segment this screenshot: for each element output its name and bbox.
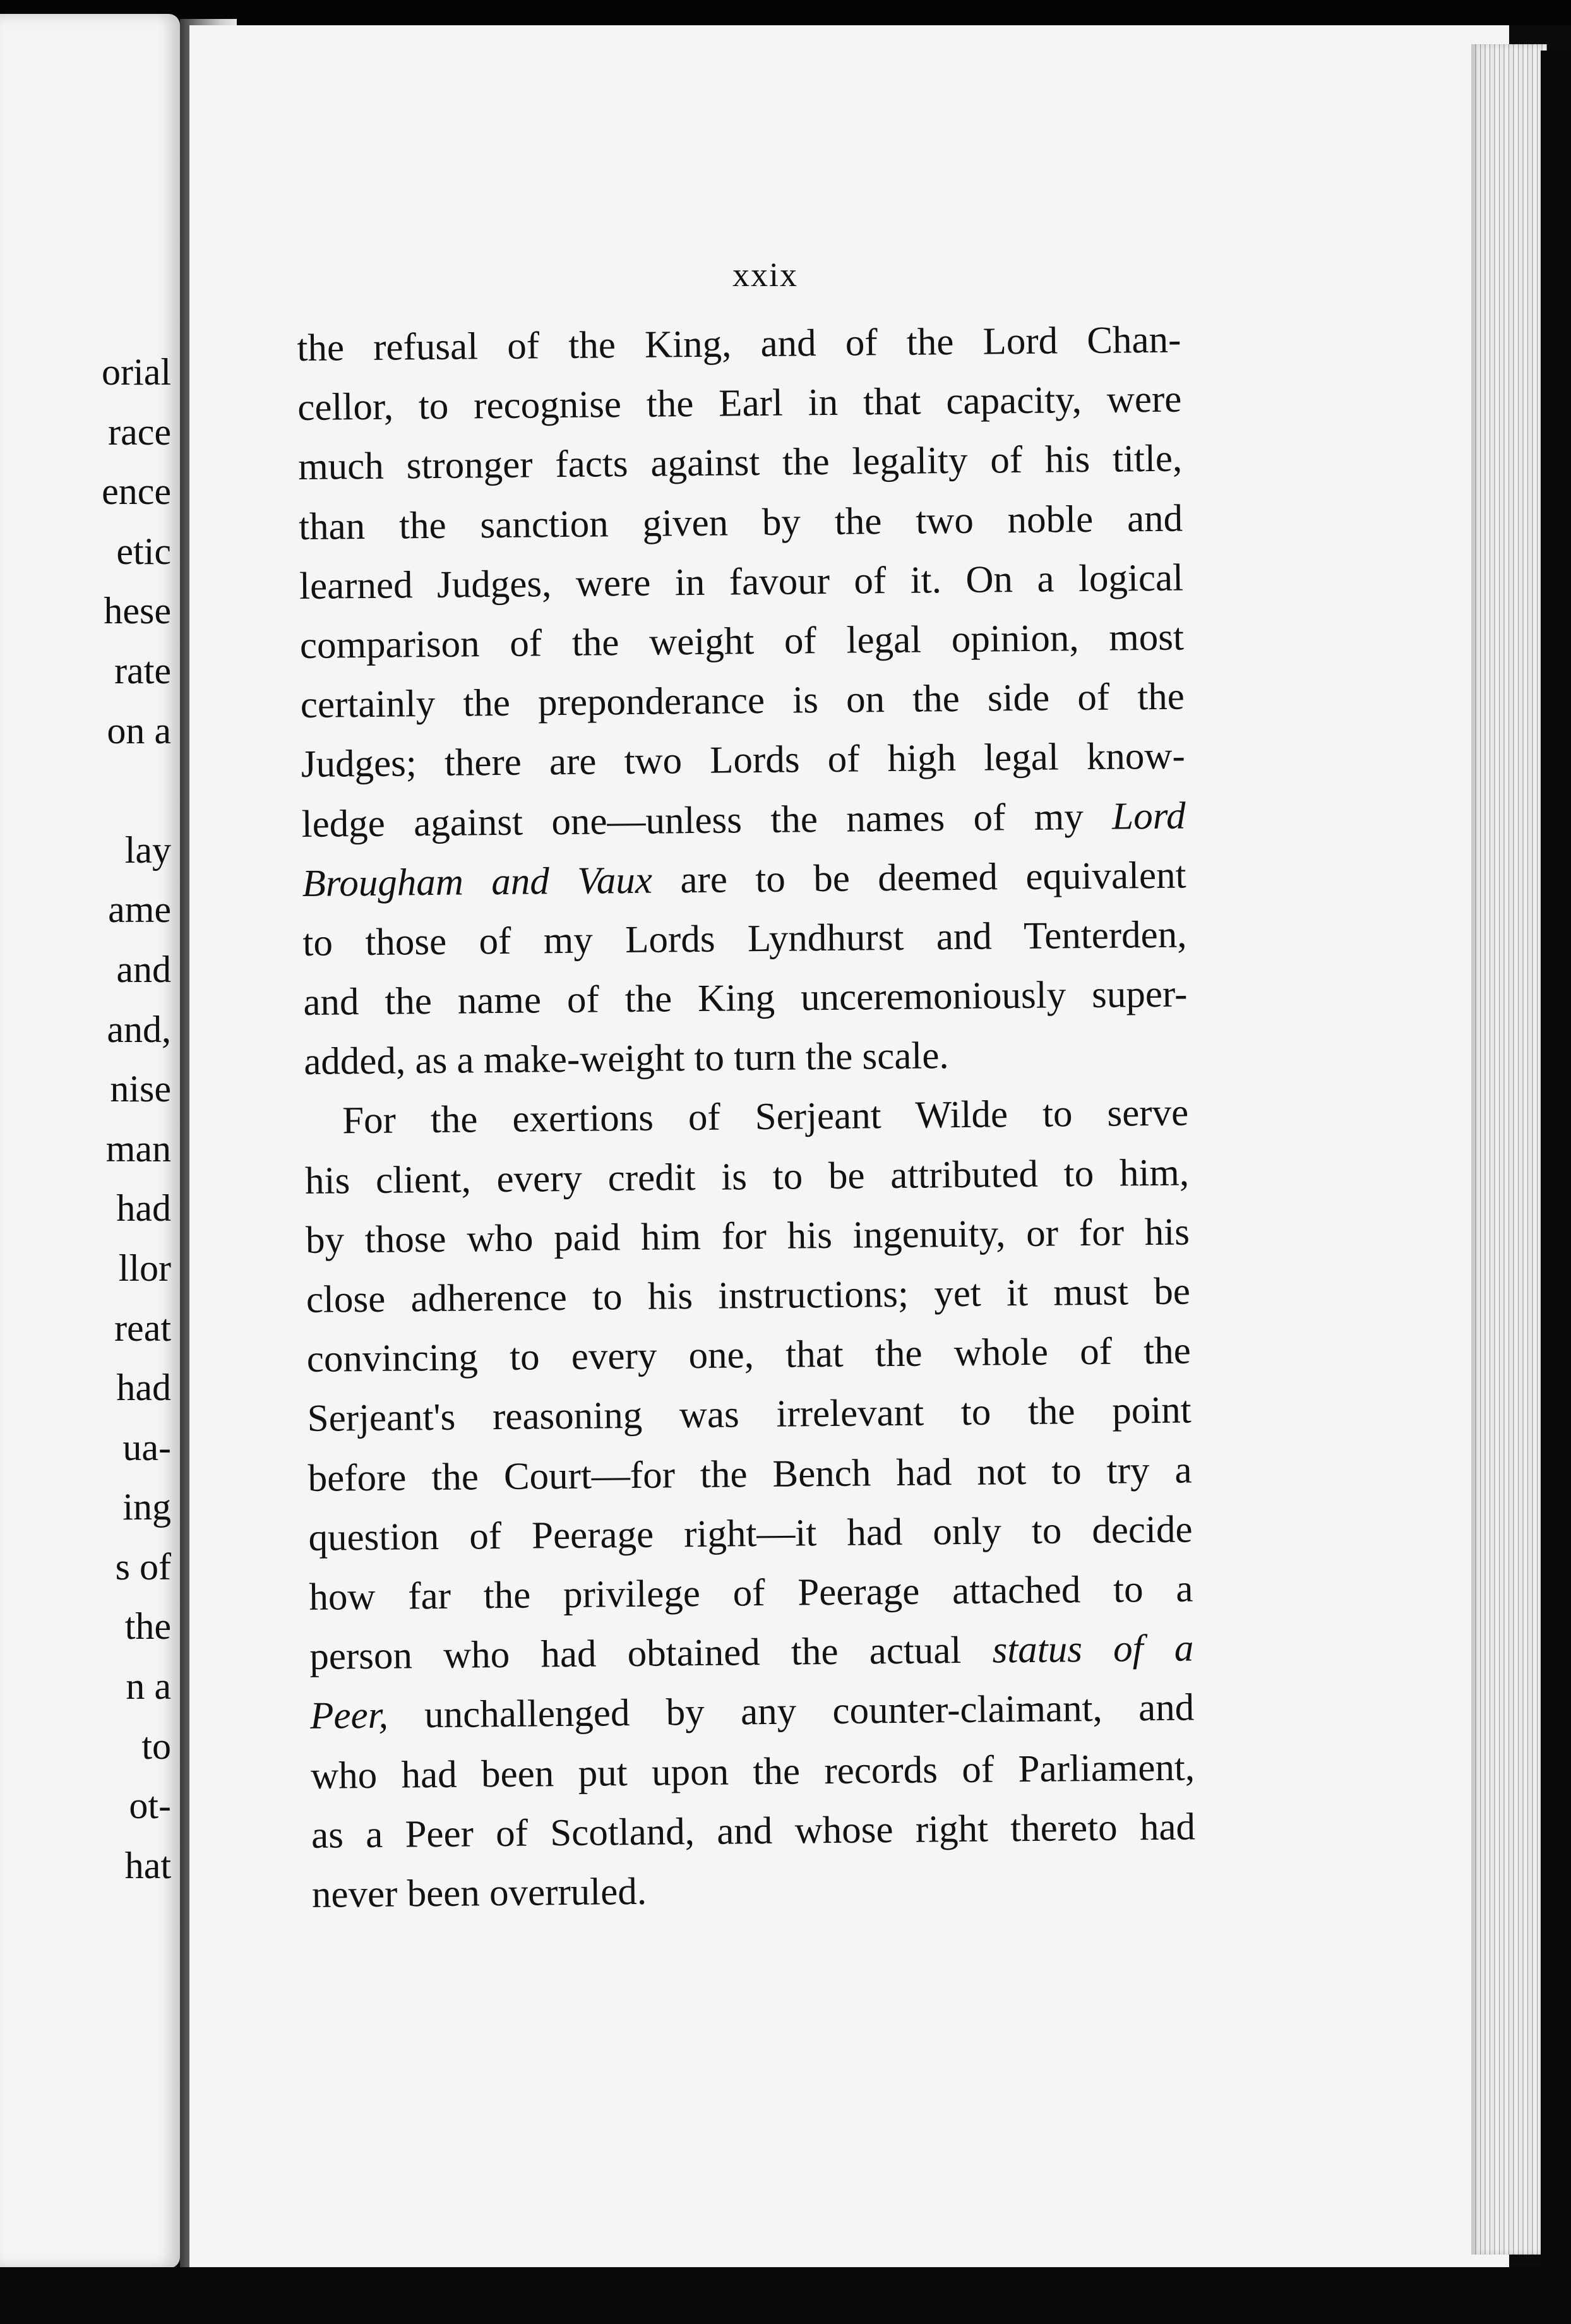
text-line: Judges; there are two Lords of high legal know- <box>301 734 1186 786</box>
facing-page-fragment: lay <box>124 829 171 871</box>
text-line: his client, every credit is to be attributed to him, <box>304 1151 1190 1202</box>
facing-page-fragment: hat <box>124 1844 171 1886</box>
facing-page-fragment: man <box>105 1127 171 1170</box>
text-run: person who had obtained the actual <box>309 1629 993 1679</box>
text-line: than the sanction given by the two noble and <box>298 497 1183 548</box>
text-line: before the Court—for the Bench had not to try a <box>308 1449 1192 1500</box>
text-line <box>302 846 1186 914</box>
facing-page-fragment: to <box>141 1725 171 1767</box>
text-line: Serjeant's reasoning was irrelevant to the point <box>307 1389 1192 1441</box>
text-line: by those who paid him for his ingenuity, or for his <box>305 1211 1190 1262</box>
body-text <box>297 311 1196 1925</box>
text-line: For the exertions of Serjeant Wilde to serve <box>342 1091 1189 1142</box>
text-line: convincing to every one, that the whole of the <box>306 1329 1192 1381</box>
scan-bottom-border <box>0 2267 1571 2324</box>
facing-page-fragment: hese <box>104 590 171 632</box>
scan-right-border <box>1541 51 1571 2324</box>
text-line: much stronger facts against the legality of his title, <box>297 437 1183 489</box>
facing-page-fragment: the <box>124 1605 171 1648</box>
text-line: as a Peer of Scotland, and whose right thereto had <box>311 1806 1196 1857</box>
text-line: the refusal of the King, and of the Lord Chan- <box>297 318 1181 369</box>
text-run: ledge against one—unless the names of my <box>301 795 1113 846</box>
italic-text: Lord <box>1111 794 1186 838</box>
text-run: unchallenged by any counter-claimant, and <box>388 1686 1195 1737</box>
page-fore-edge <box>1471 44 1547 2255</box>
text-line: question of Peerage right—it had only to decide <box>308 1508 1193 1559</box>
text-line: added, as a make-weight to turn the scale. <box>303 1034 949 1084</box>
text-line <box>310 1679 1195 1747</box>
text-line: and the name of the King unceremoniously super- <box>303 973 1188 1024</box>
facing-page-fragment: orial <box>102 351 171 393</box>
facing-page-fragment: had <box>116 1187 171 1230</box>
text-line: never been overruled. <box>311 1870 647 1916</box>
italic-text: Peer, <box>309 1694 389 1738</box>
facing-page-fragment: ot- <box>129 1785 171 1827</box>
facing-page-fragment: had <box>116 1367 171 1409</box>
text-line: close adherence to his instructions; yet it must be <box>306 1270 1191 1321</box>
facing-page-fragment: nise <box>110 1068 171 1110</box>
text-run: are to be deemed equivalent <box>652 854 1186 902</box>
facing-page-fragment: race <box>108 410 171 453</box>
facing-page-fragment: reat <box>114 1307 171 1349</box>
facing-page-fragment: n a <box>126 1665 171 1708</box>
text-line: certainly the preponderance is on the side of the <box>300 675 1185 727</box>
facing-page-fragment: on a <box>107 709 171 752</box>
facing-page-fragment: ua- <box>122 1426 171 1468</box>
facing-page-fragment: ence <box>102 470 171 513</box>
text-line: cellor, to recognise the Earl in that capacity, were <box>297 378 1182 429</box>
text-line <box>309 1619 1194 1687</box>
italic-text: Brougham and Vaux <box>302 859 653 905</box>
facing-page-left <box>0 14 180 2268</box>
text-line: to those of my Lords Lyndhurst and Tenterden, <box>302 913 1187 964</box>
facing-page-fragment <box>102 760 171 820</box>
text-line: learned Judges, were in favour of it. On a logical <box>299 556 1184 608</box>
page-number: xxix <box>732 256 799 294</box>
facing-page-text-fragments <box>102 342 171 1895</box>
italic-text: status of a <box>992 1627 1194 1672</box>
text-line: how far the privilege of Peerage attached to a <box>309 1567 1193 1619</box>
facing-page-fragment: etic <box>116 530 171 572</box>
facing-page-fragment: ame <box>108 889 171 931</box>
text-line <box>301 786 1186 854</box>
facing-page-fragment: llor <box>118 1247 171 1289</box>
text-line: who had been put upon the records of Parliament, <box>310 1746 1195 1797</box>
text-line: comparison of the weight of legal opinion, most <box>299 616 1185 667</box>
facing-page-fragment: and <box>116 948 171 990</box>
facing-page-fragment: ing <box>122 1486 171 1528</box>
facing-page-fragment: and, <box>107 1008 171 1050</box>
facing-page-fragment: rate <box>114 649 171 692</box>
facing-page-fragment: s of <box>115 1545 171 1588</box>
